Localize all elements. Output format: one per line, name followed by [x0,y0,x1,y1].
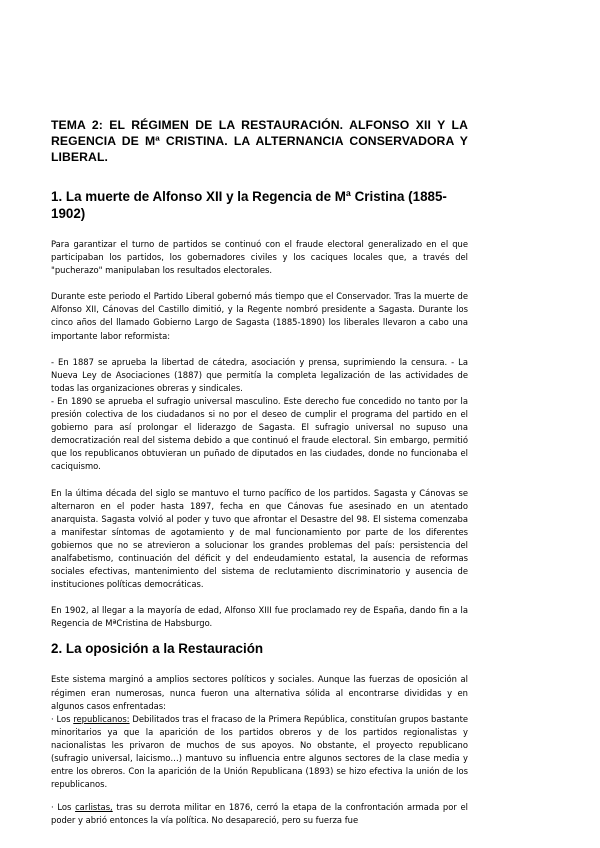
section-2-paragraph-republicanos [51,713,468,792]
section-1-paragraph-4: - En 1890 se aprueba el sufragio universal masculino. Este derecho fue concedido no tanto por la presión colectiva de los ciudadanos si no por el deseo de cumplir el programa del partido en el gobierno para así prolongar el liderazgo de Sagasta. El sufragio universal no supuso una democratización real del sistema debido a que continuó el fraude electoral. Sin embargo, permitió que los republicanos obtuvieran un puñado de diputados en las ciudades, donde no funcionaba el caciquismo. [51,395,468,472]
section-1-heading: 1. La muerte de Alfonso XII y la Regencia de Mª Cristina (1885-1902) [51,189,447,221]
term-carlistas: carlistas, [75,802,113,813]
section-2-heading: 2. La oposición a la Restauración [51,641,264,657]
section-1-paragraph-2: Durante este periodo el Partido Liberal gobernó más tiempo que el Conservador. Tras la muerte de Alfonso XII, Cánovas del Castillo dimitió, y la Regente nombró presidente a Sagasta. Durante los cinco años del llamado Gobierno Largo de Sagasta (1885-1890) los liberales llevaron a cabo una importante labor reformista: [51,291,468,341]
section-1-paragraph-3: - En 1887 se aprueba la libertad de cátedra, asociación y prensa, suprimiendo la censura. - La Nueva Ley de Asociaciones (1887) que permitía la completa legalización de las actividades de todas las organizaciones obreras y sindicales. [51,356,468,393]
paragraph-body: tras su derrota militar en 1876, cerró la etapa de la confrontación armada por el poder y abrió entonces la vía política. No desapareció, pero su fuerza fue [51,802,468,826]
section-1-paragraph-1: Para garantizar el turno de partidos se continuó con el fraude electoral generalizado en el que participaban los partidos, los gobernadores civiles y los caciques locales que, a través del "pucherazo" manipulaban los resultados electorales. [51,239,468,276]
section-1-paragraph-5: En la última década del siglo se mantuvo el turno pacífico de los partidos. Sagasta y Cánovas se alternaron en el poder hasta 1897, fecha en que Cánovas fue asesinado en un atentado anarquista. Sagasta volvió al poder y tuvo que afrontar el Desastre del 98. El sistema comenzaba a manifestar síntomas de agotamiento y de mal funcionamiento por parte de los diferentes gobiernos que no se atrevieron a solucionar los grandes problemas del país: persistencia del analfabetismo, continuación del déficit y del endeudamiento estatal, la ausencia de reformas sociales efectivas, mantenimiento del sistema de reclutamiento discriminatorio y ausencia de instituciones políticas democráticas. [51,487,468,590]
paragraph-prefix: · Los [51,713,74,724]
document-title: TEMA 2: EL RÉGIMEN DE LA RESTAURACIÓN. ALFONSO XII Y LA REGENCIA DE Mª CRISTINA. LA ALTERNANCIA CONSERVADORA Y LIBERAL. [51,118,468,164]
paragraph-prefix: · Los [51,802,76,813]
section-2-paragraph-1: Este sistema marginó a amplios sectores políticos y sociales. Aunque las fuerzas de oposición al régimen eran numerosas, nunca fueron una alternativa sólida al encontrarse divididas y en algunos casos enfrentadas: [51,674,468,711]
section-1-paragraph-6: En 1902, al llegar a la mayoría de edad, Alfonso XIII fue proclamado rey de España, dando fin a la Regencia de MªCristina de Habsburgo. [51,605,468,629]
paragraph-body: Debilitados tras el fracaso de la Primera República, constituían grupos bastante minoritarios ya que la aparición de los partidos obreros y de los partidos regionalistas y nacionalistas les privaron de muchos de sus apoyos. No obstante, el proyecto republicano (sufragio universal, laicismo…) mantuvo su influencia entre algunos sectores de la clase media y entre los obreros. Con la aparición de la Unión Republicana (1893) se hizo efectiva la unión de los republicanos. [51,713,469,790]
document-page [51,117,468,827]
section-2-paragraph-carlistas [51,801,468,827]
term-republicanos: republicanos: [73,713,130,724]
